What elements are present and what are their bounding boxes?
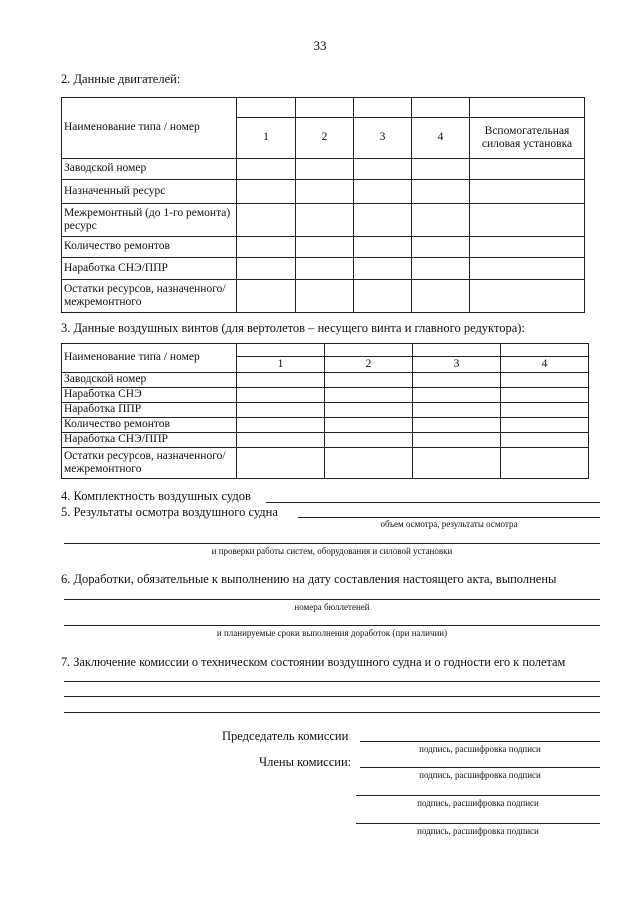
engines-row-label: Остатки ресурсов, назначенного/межремонтного	[62, 280, 237, 313]
propellers-table	[61, 343, 589, 479]
table-row	[62, 180, 585, 204]
signature-caption: подпись, расшифровка подписи	[417, 798, 539, 808]
propellers-col-2: 2	[325, 357, 413, 373]
section2-title: 2. Данные двигателей:	[61, 72, 181, 86]
engines-row-label: Заводской номер	[62, 159, 237, 180]
engines-row-label: Назначенный ресурс	[62, 180, 237, 204]
signature-caption: подпись, расшифровка подписи	[419, 744, 541, 754]
propellers-row-label: Наработка СНЭ/ППР	[62, 433, 237, 448]
chairman-signature-line[interactable]	[360, 741, 600, 742]
signature-caption: подпись, расшифровка подписи	[417, 826, 539, 836]
conclusion-line-1[interactable]	[64, 681, 600, 682]
engines-col-2: 2	[296, 118, 354, 159]
table-row	[62, 159, 585, 180]
bulletins-field-line[interactable]	[64, 599, 600, 600]
inspection-field-line-2[interactable]	[64, 543, 600, 544]
signature-caption: подпись, расшифровка подписи	[419, 770, 541, 780]
engines-table	[61, 97, 585, 313]
page-number: 33	[313, 38, 327, 53]
section5-caption2: и проверки работы систем, оборудования и силовой установки	[211, 546, 453, 556]
propellers-row-label: Количество ремонтов	[62, 418, 237, 433]
table-row	[62, 448, 589, 479]
section6-caption2: и планируемые сроки выполнения доработок (при наличии)	[216, 628, 448, 638]
table-row	[62, 388, 589, 403]
engines-row-label: Наработка СНЭ/ППР	[62, 258, 237, 280]
table-row	[62, 98, 585, 118]
engines-col-4: 4	[412, 118, 470, 159]
section6-label: 6. Доработки, обязательные к выполнению на дату составления настоящего акта, выполнены	[61, 572, 557, 586]
propellers-row-label: Наработка СНЭ	[62, 388, 237, 403]
inspection-field-line[interactable]	[298, 517, 600, 518]
modifications-field-line[interactable]	[64, 625, 600, 626]
section6-caption1: номера бюллетеней	[294, 602, 370, 612]
section3-title: 3. Данные воздушных винтов (для вертолетов – несущего винта и главного редуктора):	[61, 321, 525, 335]
table-row	[62, 258, 585, 280]
table-row	[62, 344, 589, 357]
table-row	[62, 418, 589, 433]
members-label: Члены комиссии:	[259, 755, 352, 769]
table-row	[62, 237, 585, 258]
member-signature-line-3[interactable]	[356, 823, 600, 824]
section7-label: 7. Заключение комиссии о техническом состоянии воздушного судна и о годности его к полетам	[61, 655, 566, 669]
table-row	[62, 204, 585, 237]
propellers-row-label: Остатки ресурсов, назначенного/межремонтного	[62, 448, 237, 479]
engines-row-label: Количество ремонтов	[62, 237, 237, 258]
table-row	[62, 373, 589, 388]
conclusion-line-3[interactable]	[64, 712, 600, 713]
chairman-label: Председатель комиссии	[222, 729, 349, 743]
propellers-col-1: 1	[237, 357, 325, 373]
table-row	[62, 403, 589, 418]
table-row	[62, 433, 589, 448]
member-signature-line-2[interactable]	[356, 795, 600, 796]
propellers-col-3: 3	[413, 357, 501, 373]
propellers-row-label: Заводской номер	[62, 373, 237, 388]
engines-col-1: 1	[237, 118, 296, 159]
engines-col-apu: Вспомогательная силовая установка	[470, 118, 585, 159]
engines-header-label: Наименование типа / номер	[62, 98, 237, 159]
engines-row-label: Межремонтный (до 1-го ремонта) ресурс	[62, 204, 237, 237]
completeness-field-line[interactable]	[266, 502, 600, 503]
propellers-row-label: Наработка ППР	[62, 403, 237, 418]
table-row	[62, 280, 585, 313]
engines-col-3: 3	[354, 118, 412, 159]
propellers-header-label: Наименование типа / номер	[62, 344, 237, 373]
section4-label: 4. Комплектность воздушных судов	[61, 489, 251, 503]
conclusion-line-2[interactable]	[64, 696, 600, 697]
propellers-col-4: 4	[501, 357, 589, 373]
section5-label: 5. Результаты осмотра воздушного судна	[61, 505, 278, 519]
member-signature-line-1[interactable]	[360, 767, 600, 768]
section5-caption1: объем осмотра, результаты осмотра	[380, 519, 518, 529]
